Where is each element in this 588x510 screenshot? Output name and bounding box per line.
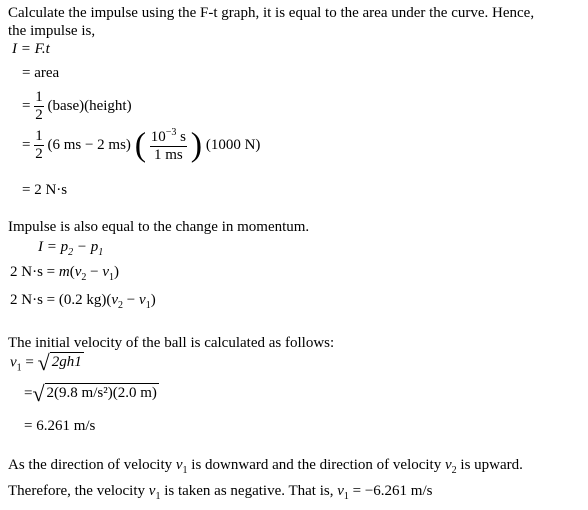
- direction-text-line1: As the direction of velocity $v_1$ is downward and the direction of velocity $v_2$ is upward.: [8, 457, 523, 476]
- force-value: (1000 N): [205, 136, 261, 153]
- eq-impulse-momentum: $I = p_2 - p_1$: [38, 239, 104, 258]
- fraction-one-half: $\frac{1}{2}$: [35, 89, 43, 123]
- intro-text-line1: Calculate the impulse using the F-t graph, it is equal to the area under the curve. Hence,: [8, 5, 535, 21]
- momentum-text: Impulse is also equal to the change in momentum.: [8, 219, 310, 235]
- base-height-text: (base)(height): [47, 97, 132, 114]
- eq-momentum-values: 2 N·s = (0.2 $kg)(v_2 - v_1)$: [10, 292, 156, 311]
- eq-equals-area: = area: [22, 65, 60, 81]
- eq-half-base-height: = $\frac{1}{2}$ (base)(height): [22, 89, 132, 123]
- eq-initial-velocity-values: = √ 2(9.8 m/s²)(2.0 m): [24, 381, 157, 406]
- eq-initial-velocity-formula: $v_1$ = √ 2gh1: [10, 350, 82, 375]
- time-difference: (6 ms − 2 ms): [47, 136, 131, 153]
- unit-conversion-fraction: $\frac{10^{-3} s}{1 ms}$: [150, 127, 186, 163]
- fraction-one-half-2: $\frac{1}{2}$: [35, 128, 43, 162]
- eq-initial-velocity-result: = 6.261 m/s: [24, 418, 96, 434]
- eq-substituted-values: = $\frac{1}{2}$ (6 ms − 2 ms) ( $\frac{10^{-3} s}{1 ms}$ ) (1000 N): [22, 126, 261, 164]
- eq-impulse-result: = 2 N·s: [22, 182, 68, 198]
- eq-impulse-definition: I = F.t: [12, 41, 50, 57]
- direction-text-line2: Therefore, the velocity $v_1$ is taken as negative. That is, $v_1 = -6.261$ m/s: [8, 483, 433, 502]
- eq-momentum-mass: 2 $N\cdot s = m(v_2 - v_1)$: [10, 264, 120, 283]
- initial-velocity-text: The initial velocity of the ball is calculated as follows:: [8, 335, 335, 351]
- intro-text-line2: the impulse is,: [8, 23, 96, 39]
